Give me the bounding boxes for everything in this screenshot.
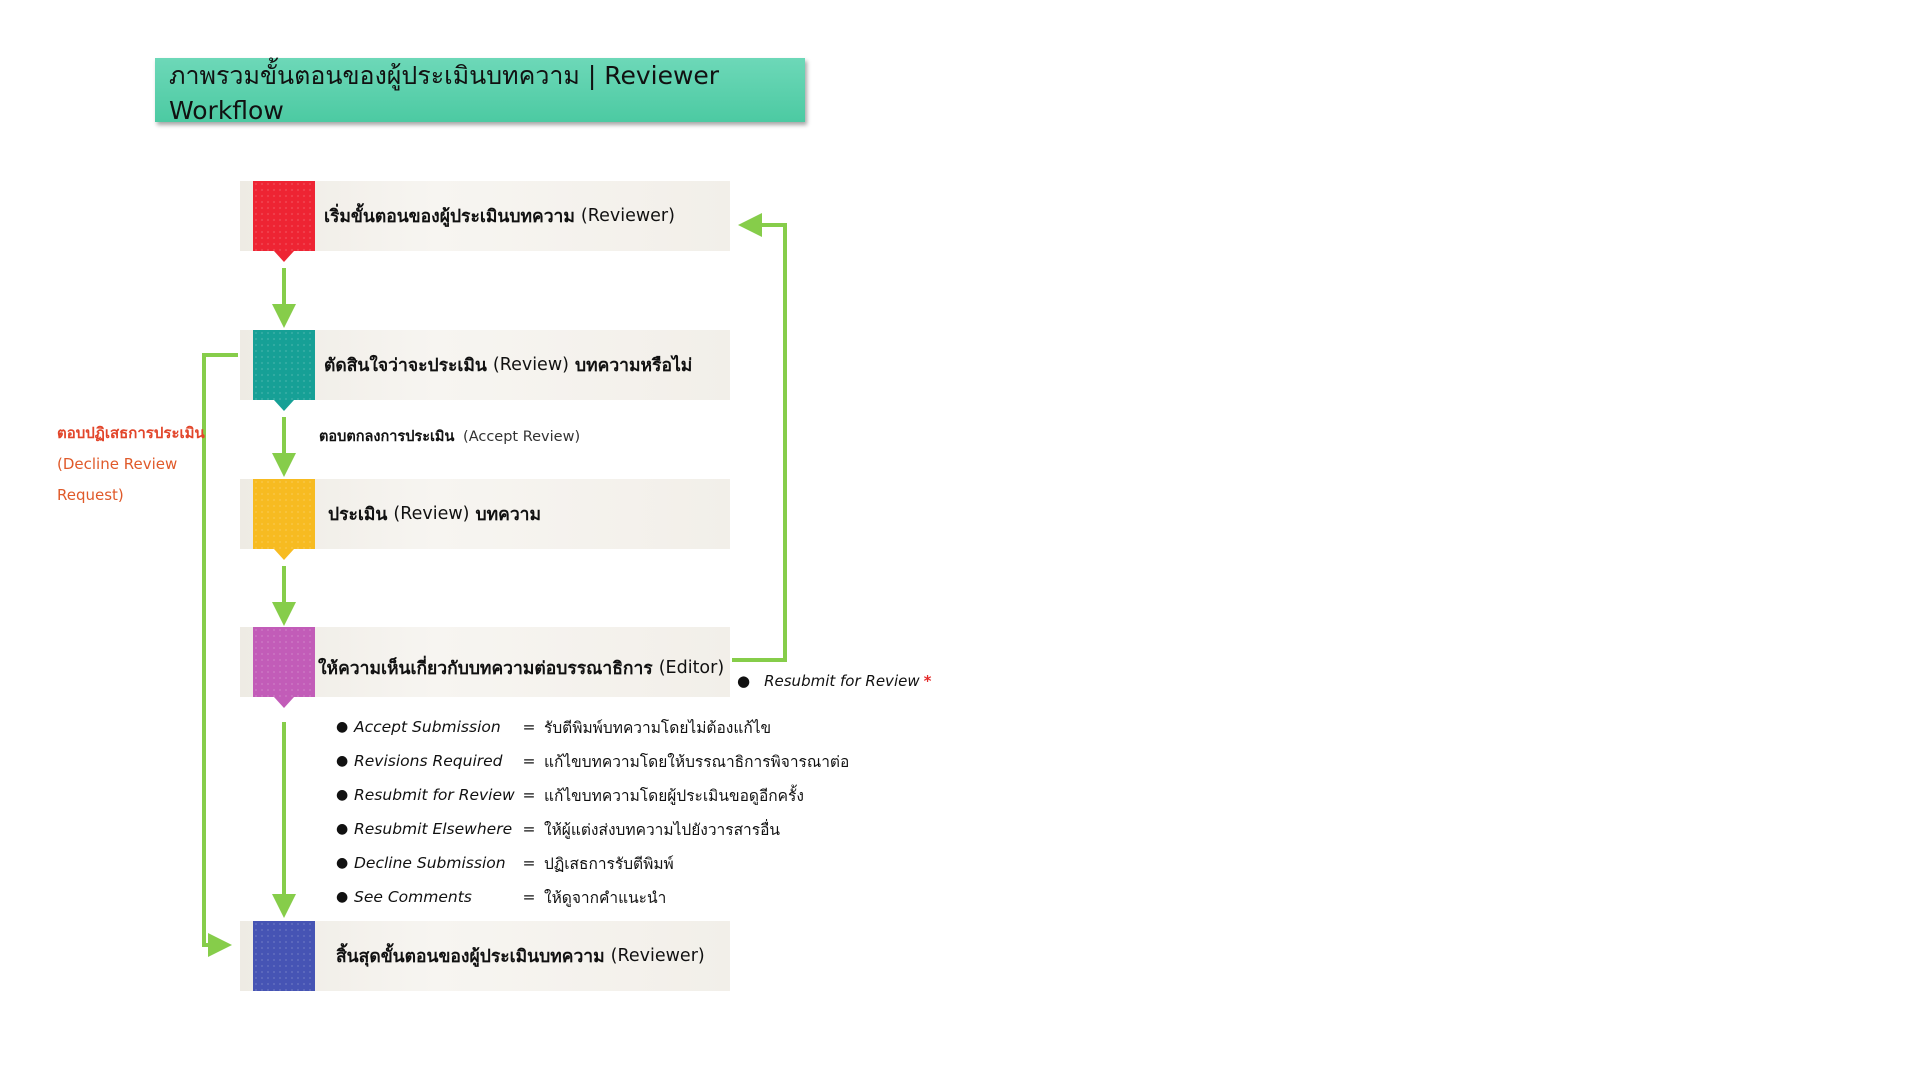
step-comment-editor [240,627,730,697]
step-review-color-tile [253,479,315,549]
step-end-reviewer [240,921,730,991]
bullet-icon: ● [737,672,751,690]
decision-list [336,710,849,914]
required-asterisk: * [923,672,932,690]
step-decide-review [240,330,730,400]
step-start-color-tile [253,181,315,251]
step-decide-color-tile [253,330,315,400]
diagram-title-text: ภาพรวมขั้นตอนของผู้ประเมินบทความ | Reviewer Workflow [169,60,720,125]
decision-item: ● Accept Submission = รับตีพิมพ์บทความโดยไม่ต้องแก้ไข [336,718,772,737]
step-start-reviewer [240,181,730,251]
decline-review-note: ตอบปฏิเสธการประเมิน (Decline Review Request) [57,424,205,504]
step-start-label: เริ่มขั้นตอนของผู้ประเมินบทความ (Reviewer) [324,206,675,227]
bullet-icon: ● [336,719,349,735]
decision-item: ● See Comments = ให้ดูจากคำแนะนำ [336,888,667,907]
resubmit-for-review-note: ● Resubmit for Review * [737,672,932,690]
decision-item: ● Resubmit Elsewhere = ให้ผู้แต่งส่งบทความไปยังวารสารอื่น [336,820,780,839]
step-end-color-tile [253,921,315,991]
decision-item: ● Revisions Required = แก้ไขบทความโดยให้บรรณาธิการพิจารณาต่อ [336,752,850,771]
decision-item: ● Resubmit for Review = แก้ไขบทความโดยผู้ประเมินขอดูอีกครั้ง [336,786,804,805]
step-review-article [240,479,730,549]
bullet-icon: ● [336,821,349,837]
step-decide-label: ตัดสินใจว่าจะประเมิน (Review) บทความหรือไม่ [324,355,693,376]
arrow-resubmit-to-start [732,225,785,660]
step-comment-color-tile [253,627,315,697]
bullet-icon: ● [336,855,349,871]
bullet-icon: ● [336,787,349,803]
bullet-icon: ● [336,889,349,905]
step-comment-label: ให้ความเห็นเกี่ยวกับบทความต่อบรรณาธิการ (Editor) [318,658,725,679]
step-end-label: สิ้นสุดขั้นตอนของผู้ประเมินบทความ (Reviewer) [336,946,705,967]
step-review-label: ประเมิน (Review) บทความ [328,504,542,525]
accept-review-note: ตอบตกลงการประเมิน (Accept Review) [319,429,581,445]
bullet-icon: ● [336,753,349,769]
arrow-decline-to-end [204,355,238,945]
decision-item: ● Decline Submission = ปฏิเสธการรับตีพิมพ์ [336,854,674,873]
